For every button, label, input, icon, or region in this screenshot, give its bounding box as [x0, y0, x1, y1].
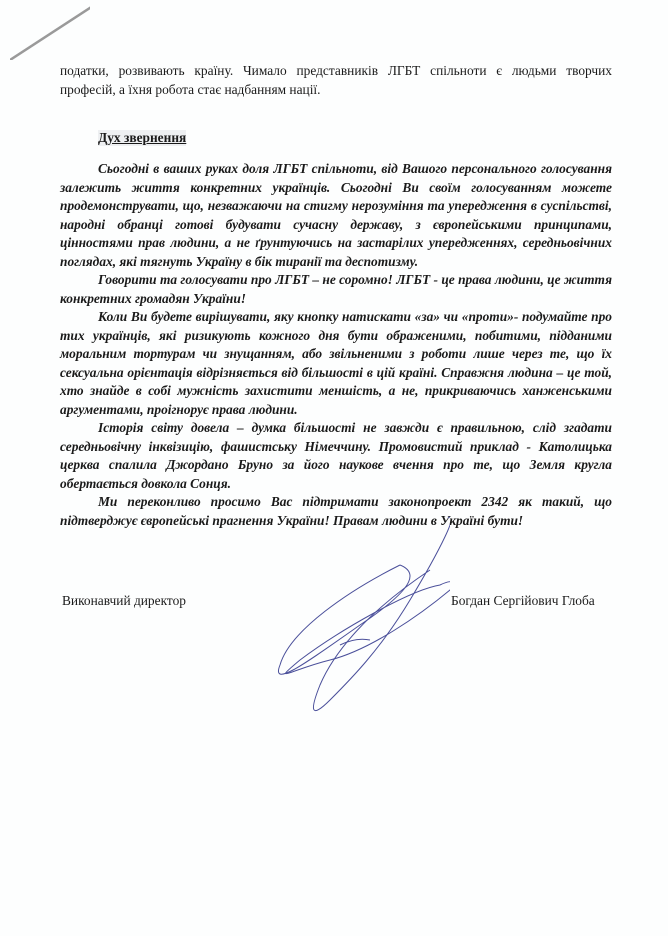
intro-paragraph: податки, розвивають країну. Чимало представників ЛГБТ спільноти є людьми творчих професій, а їхня робота стає надбанням нації.	[60, 63, 612, 97]
signatory-position: Виконавчий директор	[62, 593, 186, 608]
handwritten-signature	[250, 510, 450, 720]
scan-artifact-line	[10, 0, 90, 60]
paragraph: Коли Ви будете вирішувати, яку кнопку натискати «за» чи «проти»- подумайте про тих українців, які ризикують кожного дня бути ображеними, побитими, підданими моральним тортурам чи знущанням, або звільненими з роботи лише через те, що їх сексуальна орієнтація відрізняється від більшості в цій країні. Справжня людина – це той, хто знайде в собі мужність захистити меншість, а не, прикриваючись ханженськими аргументами, проігнорує права людини.	[60, 309, 612, 417]
signatory-name: Богдан Сергійович Глоба	[451, 593, 595, 608]
appeal-body	[60, 160, 612, 530]
paragraph: Сьогодні в ваших руках доля ЛГБТ спільноти, від Вашого персонального голосування залежить життя конкретних українців. Сьогодні Ви своїм голосуванням можете продемонструвати, що, незважаючи на стигму нерозуміння та упередження в суспільстві, народні обранці готові будувати сучасну державу, з європейськими принципами, цінностями прав людини, а не ґрунтуючись на застарілих упередженнях, середньовічних поглядах, які тягнуть Україну в бік тиранії та деспотизму.	[60, 161, 612, 269]
section-heading: Дух звернення	[98, 130, 187, 145]
paragraph: Ми переконливо просимо Вас підтримати законопроект 2342 як такий, що підтверджує європейські прагнення України! Правам людини в Україні бути!	[60, 494, 612, 528]
paragraph: Говорити та голосувати про ЛГБТ – не соромно! ЛГБТ - це права людини, це життя конкретних громадян України!	[60, 272, 612, 306]
paragraph: Історія світу довела – думка більшості не завжди є правильною, слід згадати середньовічну інквізицію, фашистську Німеччину. Промовистий приклад - Католицька церква спалила Джордано Бруно за його наукове вчення про те, що Земля кругла обертається довкола Сонця.	[60, 420, 612, 491]
